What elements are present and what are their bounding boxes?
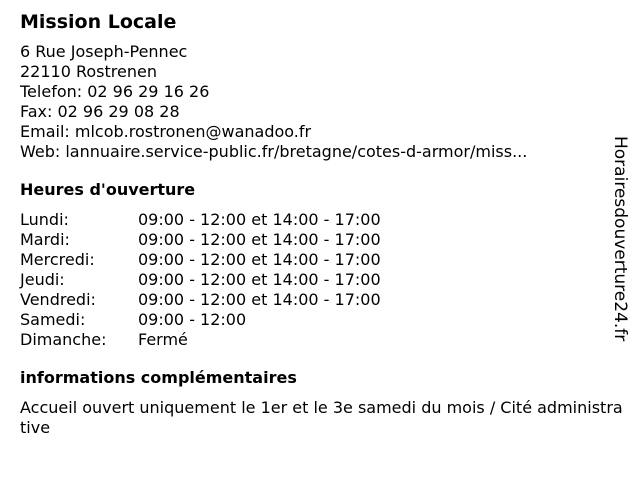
time-value: 09:00 - 12:00 et 14:00 - 17:00 bbox=[138, 270, 381, 289]
day-label: Mercredi: bbox=[20, 250, 95, 269]
time-value: 09:00 - 12:00 et 14:00 - 17:00 bbox=[138, 290, 381, 309]
hours-row-wednesday bbox=[20, 250, 620, 270]
business-card bbox=[20, 8, 623, 438]
hours-row-friday bbox=[20, 290, 620, 310]
day-label: Jeudi: bbox=[20, 270, 65, 289]
site-watermark: Horairesdouverture24.fr bbox=[610, 136, 630, 342]
day-label: Lundi: bbox=[20, 210, 69, 229]
day-label: Dimanche: bbox=[20, 330, 107, 349]
time-value: 09:00 - 12:00 et 14:00 - 17:00 bbox=[138, 250, 381, 269]
email-address: Email: mlcob.rostronen@wanadoo.fr bbox=[20, 122, 312, 141]
hours-row-saturday bbox=[20, 310, 620, 330]
fax-number: Fax: 02 96 29 08 28 bbox=[20, 102, 180, 121]
info-heading: informations complémentaires bbox=[20, 368, 297, 387]
page-title: Mission Locale bbox=[20, 11, 177, 33]
day-label: Mardi: bbox=[20, 230, 70, 249]
phone-number: Telefon: 02 96 29 16 26 bbox=[20, 82, 210, 101]
website-link: Web: lannuaire.service-public.fr/bretagne/cotes-d-armor/miss... bbox=[20, 142, 528, 161]
day-label: Vendredi: bbox=[20, 290, 96, 309]
hours-table bbox=[20, 210, 620, 350]
time-value: 09:00 - 12:00 et 14:00 - 17:00 bbox=[138, 230, 381, 249]
time-value: 09:00 - 12:00 bbox=[138, 310, 247, 329]
city-postal: 22110 Rostrenen bbox=[20, 62, 157, 81]
hours-row-thursday bbox=[20, 270, 620, 290]
contact-block bbox=[20, 42, 620, 162]
hours-row-monday bbox=[20, 210, 620, 230]
info-text: Accueil ouvert uniquement le 1er et le 3e samedi du mois / Cité administrative bbox=[20, 398, 623, 437]
time-value: 09:00 - 12:00 et 14:00 - 17:00 bbox=[138, 210, 381, 229]
hours-heading: Heures d'ouverture bbox=[20, 180, 196, 199]
street-address: 6 Rue Joseph-Pennec bbox=[20, 42, 188, 61]
hours-row-sunday bbox=[20, 330, 620, 350]
time-value: Fermé bbox=[138, 330, 188, 349]
day-label: Samedi: bbox=[20, 310, 86, 329]
hours-row-tuesday bbox=[20, 230, 620, 250]
